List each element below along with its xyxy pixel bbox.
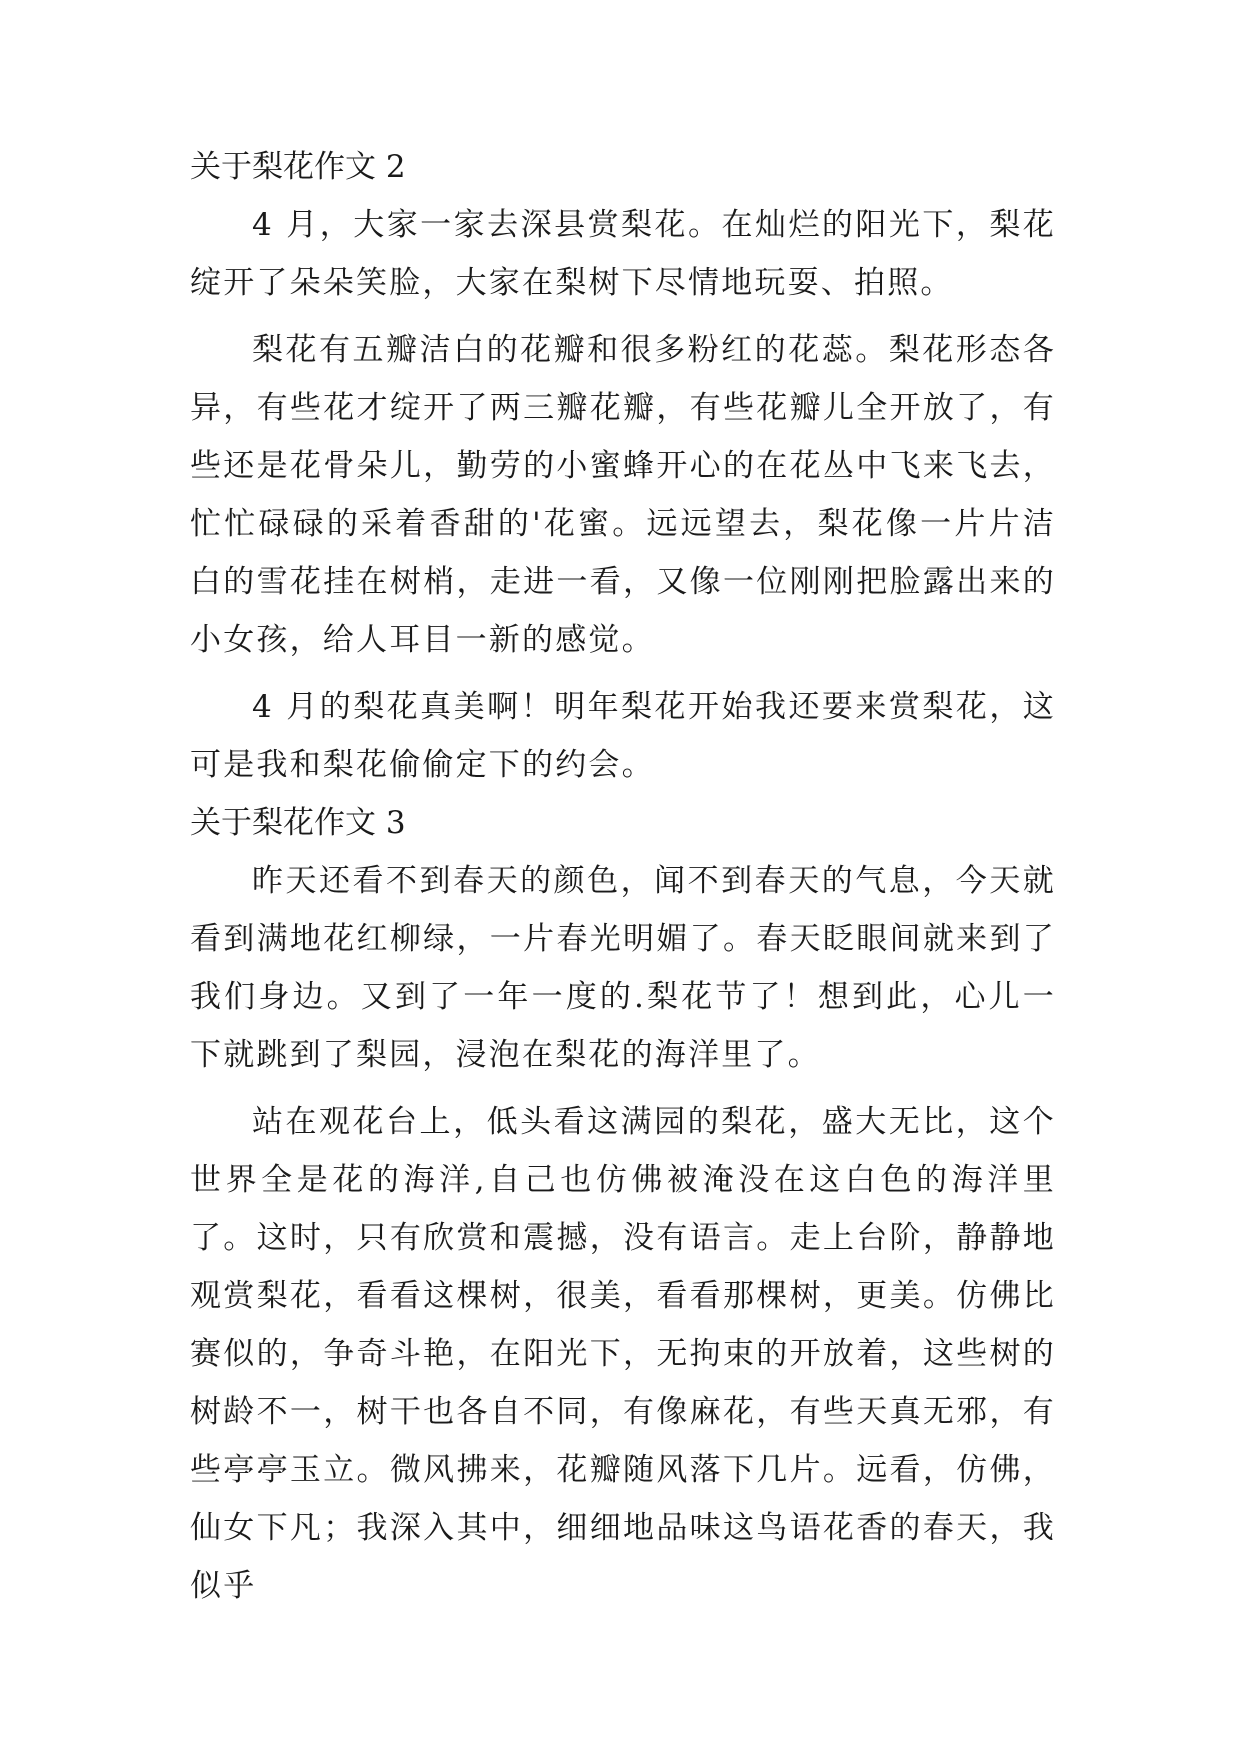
section-heading: 关于梨花作文 3 xyxy=(190,805,406,841)
paragraph: 梨花有五瓣洁白的花瓣和很多粉红的花蕊。梨花形态各异，有些花才绽开了两三瓣花瓣，有些花瓣儿全开放了，有些还是花骨朵儿，勤劳的小蜜蜂开心的在花丛中飞来飞去，忙忙碌碌的采着香甜的'花蜜。远远望去，梨花像一片片洁白的雪花挂在树梢，走进一看，又像一位刚刚把脸露出来的小女孩，给人耳目一新的感觉。 xyxy=(190,332,1056,658)
paragraph: 4 月，大家一家去深县赏梨花。在灿烂的阳光下，梨花绽开了朵朵笑脸，大家在梨树下尽情地玩耍、拍照。 xyxy=(190,207,1056,301)
paragraph: 4 月的梨花真美啊！明年梨花开始我还要来赏梨花，这可是我和梨花偷偷定下的约会。 xyxy=(190,689,1056,783)
paragraph: 昨天还看不到春天的颜色，闻不到春天的气息，今天就看到满地花红柳绿，一片春光明媚了。春天眨眼间就来到了我们身边。又到了一年一度的.梨花节了！想到此，心儿一下就跳到了梨园，浸泡在梨花的海洋里了。 xyxy=(190,863,1056,1073)
section-heading: 关于梨花作文 2 xyxy=(190,149,406,185)
paragraph: 站在观花台上，低头看这满园的梨花，盛大无比，这个世界全是花的海洋,自己也仿佛被淹没在这白色的海洋里了。这时，只有欣赏和震撼，没有语言。走上台阶，静静地观赏梨花，看看这棵树，很美，看看那棵树，更美。仿佛比赛似的，争奇斗艳，在阳光下，无拘束的开放着，这些树的树龄不一，树干也各自不同，有像麻花，有些天真无邪，有些亭亭玉立。微风拂来，花瓣随风落下几片。远看，仿佛，仙女下凡；我深入其中，细细地品味这鸟语花香的春天，我似乎 xyxy=(190,1104,1056,1604)
document-page xyxy=(190,138,1056,1615)
